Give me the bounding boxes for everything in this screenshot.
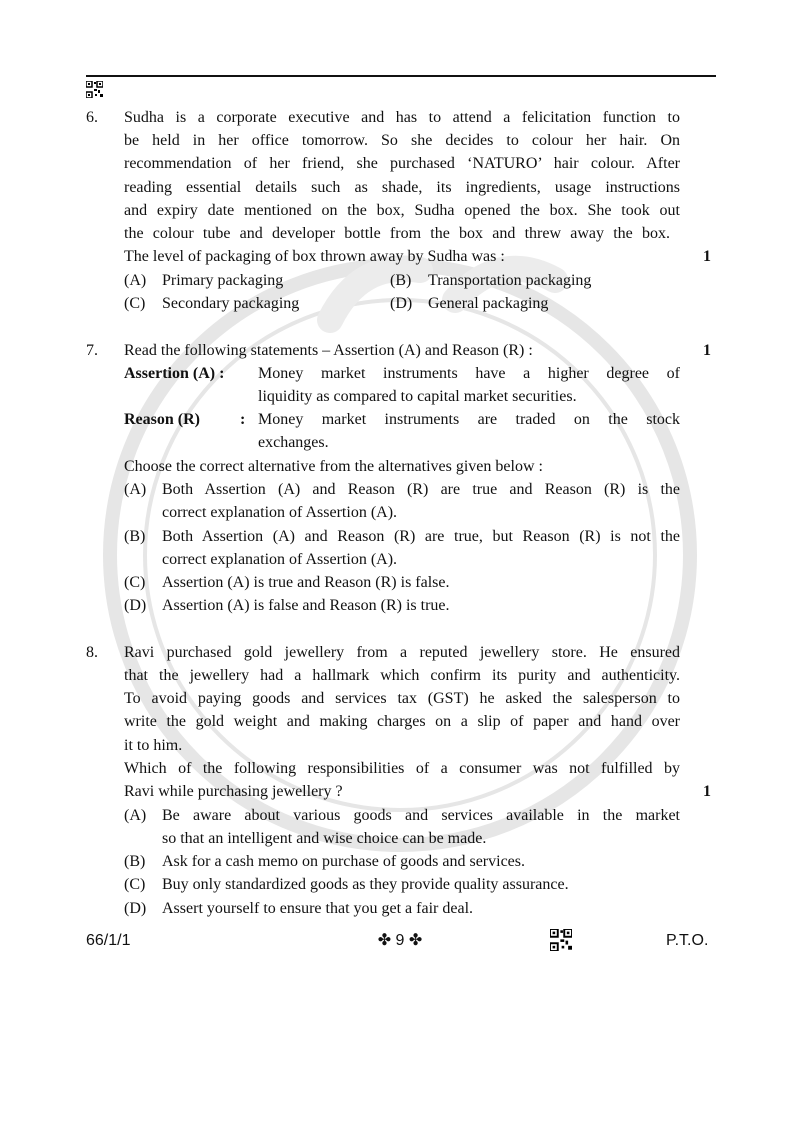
option-text: so that an intelligent and wise choice can be made.: [162, 830, 487, 847]
q6-line: reading essential details such as shade, its ingredients, usage instructions: [124, 179, 680, 196]
header-rule: [86, 75, 716, 77]
option-text: Be aware about various goods and services available in the market: [162, 807, 680, 824]
qr-code-icon: [86, 81, 103, 98]
question-number: 7.: [86, 342, 98, 359]
q6-line: and expiry date mentioned on the box, Sudha opened the box. She took out: [124, 202, 680, 219]
marks-label: 1: [703, 783, 711, 800]
reason-label: Reason (R): [124, 411, 200, 428]
question-text: Which of the following responsibilities of a consumer was not fulfilled by: [124, 760, 680, 777]
option-text: Secondary packaging: [162, 295, 300, 312]
q6-line: recommendation of her friend, she purchased ‘NATURO’ hair colour. After: [124, 155, 680, 172]
option-label: (A): [124, 481, 147, 498]
assertion-text: liquidity as compared to capital market securities.: [258, 388, 577, 405]
marks-label: 1: [703, 342, 711, 359]
option-text: Assertion (A) is false and Reason (R) is true.: [162, 597, 450, 614]
page-number: 9: [395, 932, 405, 949]
q6-line: be held in her office tomorrow. So she decides to colour her hair. On: [124, 132, 680, 149]
option-label: (D): [390, 295, 413, 312]
marks-label: 1: [703, 248, 711, 265]
paper-code: 66/1/1: [86, 932, 131, 949]
option-text: Buy only standardized goods as they provide quality assurance.: [162, 876, 569, 893]
reason-text: exchanges.: [258, 434, 329, 451]
pto-label: P.T.O.: [666, 932, 709, 949]
qr-code-icon: [550, 929, 572, 951]
option-label: (B): [390, 272, 412, 289]
option-text: correct explanation of Assertion (A).: [162, 504, 398, 521]
option-label: (C): [124, 295, 146, 312]
assertion-text: Money market instruments have a higher degree of: [258, 365, 680, 382]
option-label: (B): [124, 528, 146, 545]
question-number: 6.: [86, 109, 98, 126]
q8-line: write the gold weight and making charges on a slip of paper and hand over: [124, 713, 680, 730]
option-label: (A): [124, 272, 147, 289]
question-text: Ravi while purchasing jewellery ?: [124, 783, 343, 800]
option-label: (B): [124, 853, 146, 870]
question-number: 8.: [86, 644, 98, 661]
option-text: Primary packaging: [162, 272, 284, 289]
page-number-group: [364, 931, 436, 951]
option-text: Assert yourself to ensure that you get a fair deal.: [162, 900, 474, 917]
option-label: (D): [124, 900, 147, 917]
option-text: Both Assertion (A) and Reason (R) are true and Reason (R) is the: [162, 481, 680, 498]
option-label: (A): [124, 807, 147, 824]
q8-line: it to him.: [124, 737, 183, 754]
question-text: Read the following statements – Assertion (A) and Reason (R) :: [124, 342, 533, 359]
assertion-label: Assertion (A) :: [124, 365, 225, 382]
instruction-text: Choose the correct alternative from the alternatives given below :: [124, 458, 543, 475]
question-text: The level of packaging of box thrown away by Sudha was :: [124, 248, 505, 265]
q8-line: Ravi purchased gold jewellery from a reputed jewellery store. He ensured: [124, 644, 680, 661]
reason-colon: :: [240, 411, 246, 428]
option-text: General packaging: [428, 295, 549, 312]
ornament-left-icon: ✤: [377, 932, 392, 949]
q6-line: the colour tube and developer bottle from the box and threw away the box.: [124, 225, 670, 242]
q8-line: To avoid paying goods and services tax (GST) he asked the salesperson to: [124, 690, 680, 707]
option-text: Ask for a cash memo on purchase of goods and services.: [162, 853, 526, 870]
option-text: Transportation packaging: [428, 272, 592, 289]
ornament-right-icon: ✤: [408, 932, 423, 949]
option-text: Assertion (A) is true and Reason (R) is false.: [162, 574, 450, 591]
option-text: Both Assertion (A) and Reason (R) are true, but Reason (R) is not the: [162, 528, 680, 545]
reason-text: Money market instruments are traded on the stock: [258, 411, 680, 428]
option-text: correct explanation of Assertion (A).: [162, 551, 398, 568]
option-label: (D): [124, 597, 147, 614]
option-label: (C): [124, 574, 146, 591]
q8-line: that the jewellery had a hallmark which confirm its purity and authenticity.: [124, 667, 680, 684]
q6-line: Sudha is a corporate executive and has to attend a felicitation function to: [124, 109, 680, 126]
option-label: (C): [124, 876, 146, 893]
